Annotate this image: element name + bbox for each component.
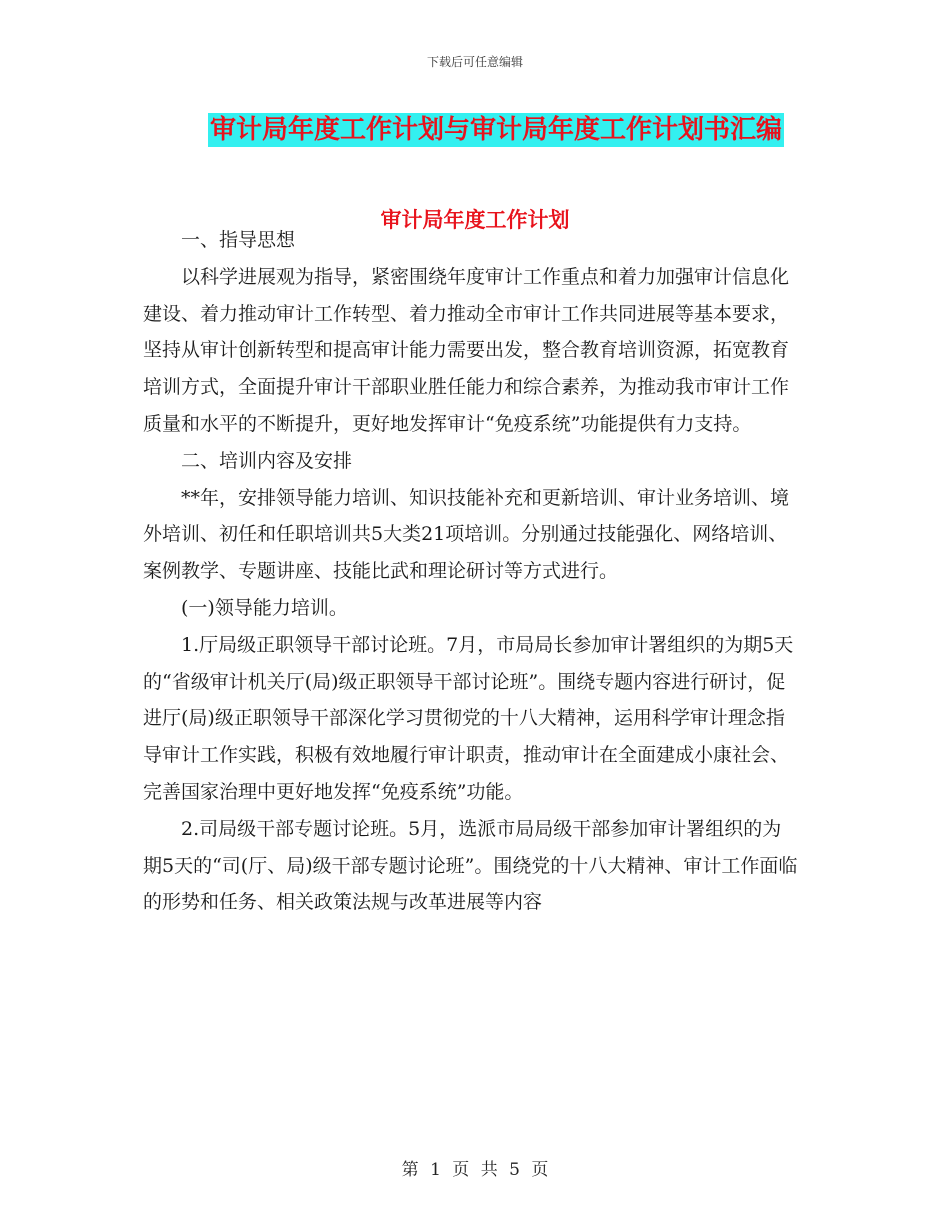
paragraph-item-2: 2.司局级干部专题讨论班。5月，选派市局局级干部参加审计署组织的为期5天的“司(厅、局)级干部专题讨论班”。围绕党的十八大精神、审计工作面临的形势和任务、相关政策法规与改革进展等内容 bbox=[143, 817, 798, 914]
heading-training-content: 二、培训内容及安排 bbox=[181, 449, 353, 472]
section-title: 审计局年度工作计划 bbox=[380, 208, 570, 232]
paragraph-training-overview: **年，安排领导能力培训、知识技能补充和更新培训、审计业务培训、境外培训、初任和任职培训共5大类21项培训。分别通过技能强化、网络培训、案例教学、专题讲座、技能比武和理论研讨等方式进行。 bbox=[143, 486, 790, 583]
header-note: 下载后可任意编辑 bbox=[426, 55, 523, 69]
paragraph-guiding-thought: 以科学进展观为指导，紧密围绕年度审计工作重点和着力加强审计信息化建设、着力推动审计工作转型、着力推动全市审计工作共同进展等基本要求，坚持从审计创新转型和提高审计能力需要出发，整合教育培训资源，拓宽教育培训方式，全面提升审计干部职业胜任能力和综合素养，为推动我市审计工作质量和水平的不断提升，更好地发挥审计“免疫系统”功能提供有力支持。 bbox=[143, 265, 790, 435]
heading-leadership-training: (一)领导能力培训。 bbox=[181, 596, 348, 619]
paragraph-item-1: 1.厅局级正职领导干部讨论班。7月，市局局长参加审计署组织的为期5天的“省级审计机关厅(局)级正职领导干部讨论班”。围绕专题内容进行研讨，促进厅(局)级正职领导干部深化学习贯彻党的十八大精神，运用科学审计理念指导审计工作实践，积极有效地履行审计职责，推动审计在全面建成小康社会、完善国家治理中更好地发挥“免疫系统”功能。 bbox=[143, 633, 794, 803]
page-footer: 第 1 页 共 5 页 bbox=[401, 1160, 549, 1180]
heading-guiding-thought: 一、指导思想 bbox=[181, 229, 296, 251]
document-main-title: 审计局年度工作计划与审计局年度工作计划书汇编 bbox=[210, 115, 783, 145]
document-body bbox=[143, 222, 799, 921]
